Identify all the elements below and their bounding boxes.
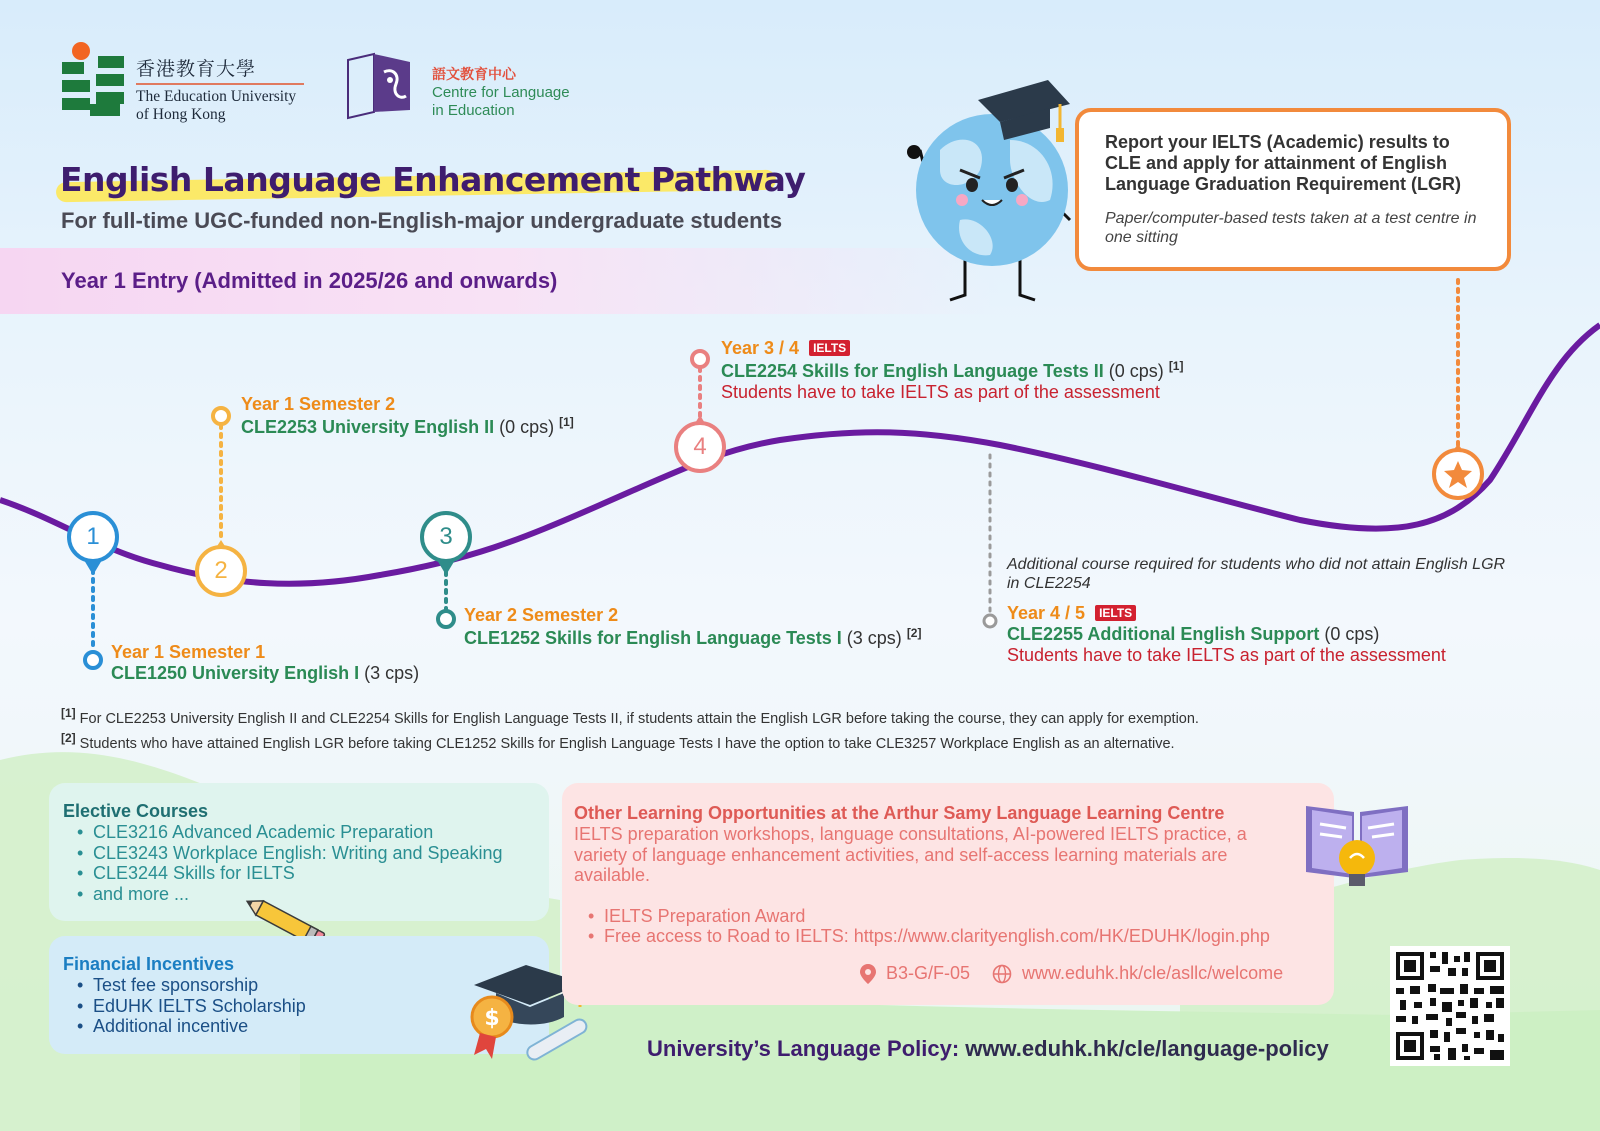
milestone-3-year: Year 2 Semester 2 xyxy=(464,605,619,625)
page-subtitle: For full-time UGC-funded non-English-major undergraduate students xyxy=(61,208,783,233)
eduhk-name-en-2: of Hong Kong xyxy=(136,106,226,123)
milestone-5-credits: (0 cps) xyxy=(1319,624,1380,644)
milestone-2 xyxy=(241,394,574,438)
milestone-4-footnote: [1] xyxy=(1168,359,1184,373)
contact-row xyxy=(860,963,1283,984)
list-item: • IELTS Preparation Award xyxy=(574,906,1334,927)
milestone-3 xyxy=(464,605,921,649)
page-title: English Language Enhancement Pathway xyxy=(60,160,806,199)
milestone-4 xyxy=(721,338,1183,403)
milestone-5 xyxy=(1007,555,1507,666)
milestone-5-course: CLE2255 Additional English Support xyxy=(1007,624,1320,644)
list-item: • and more ... xyxy=(63,884,549,905)
other-opportunities-box xyxy=(562,783,1334,1005)
milestone-5-note: Students have to take IELTS as part of the assessment xyxy=(1007,645,1446,665)
milestone-number-3: 3 xyxy=(439,523,453,550)
milestone-5-year: Year 4 / 5 xyxy=(1007,603,1086,623)
svg-text:$: $ xyxy=(484,1006,500,1031)
cle-name-en-2: in Education xyxy=(432,102,515,119)
cle-name-en-1: Centre for Language xyxy=(432,84,570,101)
report-results-text: Report your IELTS (Academic) results to CLE and apply for attainment of English Language Graduation Requirement (LGR) xyxy=(1105,132,1462,194)
year-entry-label: Year 1 Entry (Admitted in 2025/26 and onwards) xyxy=(61,268,558,293)
list-item: • Additional incentive xyxy=(63,1016,549,1037)
milestone-4-year: Year 3 / 4 xyxy=(721,338,800,358)
list-item: • Free access to Road to IELTS: https://www.clarityenglish.com/HK/EDUHK/login.php xyxy=(574,926,1334,947)
elective-title: Elective Courses xyxy=(63,801,209,821)
website-link[interactable]: www.eduhk.hk/cle/asllc/welcome xyxy=(1022,963,1284,983)
footnote-2-text: Students who have attained English LGR before taking CLE1252 Skills for English Language Tests I have the option to take CLE3257 Workplace English as an alternative. xyxy=(79,735,1175,752)
report-results-note: Paper/computer-based tests taken at a test centre in one sitting xyxy=(1105,210,1477,246)
ielts-badge: IELTS xyxy=(809,340,850,356)
footnote-2-mark: [2] xyxy=(61,731,76,745)
milestone-4-note: Students have to take IELTS as part of the assessment xyxy=(721,382,1160,402)
ielts-badge: IELTS xyxy=(1095,605,1136,621)
globe-icon xyxy=(992,964,1012,984)
book-lightbulb-icon xyxy=(1302,800,1412,900)
milestone-4-course: CLE2254 Skills for English Language Tests II xyxy=(721,361,1104,381)
milestone-5-intro: Additional course required for students who did not attain English LGR in CLE2254 xyxy=(1007,556,1506,592)
milestone-1-year: Year 1 Semester 1 xyxy=(111,642,266,662)
eduhk-name-en-1: The Education University xyxy=(136,88,297,105)
milestone-number-1: 1 xyxy=(86,523,100,550)
list-item: • EdUHK IELTS Scholarship xyxy=(63,996,549,1017)
qr-code[interactable] xyxy=(1390,946,1510,1066)
other-title: Other Learning Opportunities at the Arthur Samy Language Learning Centre xyxy=(574,803,1225,823)
footnote-1-mark: [1] xyxy=(61,706,76,720)
milestone-2-credits: (0 cps) xyxy=(494,417,555,437)
milestone-number-4: 4 xyxy=(693,433,707,460)
other-body: IELTS preparation workshops, language consultations, AI-powered IELTS practice, a variety of language enhancement activities, and self-access learning materials are available. xyxy=(574,824,1247,885)
list-item: • Test fee sponsorship xyxy=(63,975,549,996)
financial-title: Financial Incentives xyxy=(63,954,235,974)
cle-name-zh: 語文教育中心 xyxy=(432,66,516,82)
footnote-1 xyxy=(61,706,1199,727)
milestone-1-credits: (3 cps) xyxy=(359,663,420,683)
list-item: • CLE3216 Advanced Academic Preparation xyxy=(63,822,549,843)
other-list xyxy=(574,906,1334,947)
milestone-2-footnote: [1] xyxy=(559,415,574,429)
milestone-number-2: 2 xyxy=(214,557,228,584)
list-item: • CLE3244 Skills for IELTS xyxy=(63,863,549,884)
milestone-2-course: CLE2253 University English II xyxy=(241,417,495,437)
language-policy-link[interactable]: www.eduhk.hk/cle/language-policy xyxy=(959,1036,1329,1061)
eduhk-name-zh: 香港教育大學 xyxy=(136,59,257,80)
location-text: B3-G/F-05 xyxy=(886,963,971,983)
milestone-3-credits: (3 cps) xyxy=(841,628,902,648)
milestone-2-year: Year 1 Semester 2 xyxy=(241,394,396,414)
milestone-1 xyxy=(111,642,419,684)
location-pin-icon xyxy=(860,964,876,984)
milestone-3-footnote: [2] xyxy=(906,626,922,640)
list-item: • CLE3243 Workplace English: Writing and Speaking xyxy=(63,843,549,864)
footnote-1-text: For CLE2253 University English II and CLE2254 Skills for English Language Tests II, if students attain the English LGR before taking the course, they can apply for exemption. xyxy=(79,710,1199,727)
language-policy-label: University’s Language Policy: xyxy=(647,1036,960,1061)
milestone-1-course: CLE1250 University English I xyxy=(111,663,360,683)
milestone-4-credits: (0 cps) xyxy=(1103,361,1164,381)
language-policy xyxy=(647,1036,1329,1062)
milestone-3-course: CLE1252 Skills for English Language Tests I xyxy=(464,628,842,648)
footnote-2 xyxy=(61,731,1175,752)
